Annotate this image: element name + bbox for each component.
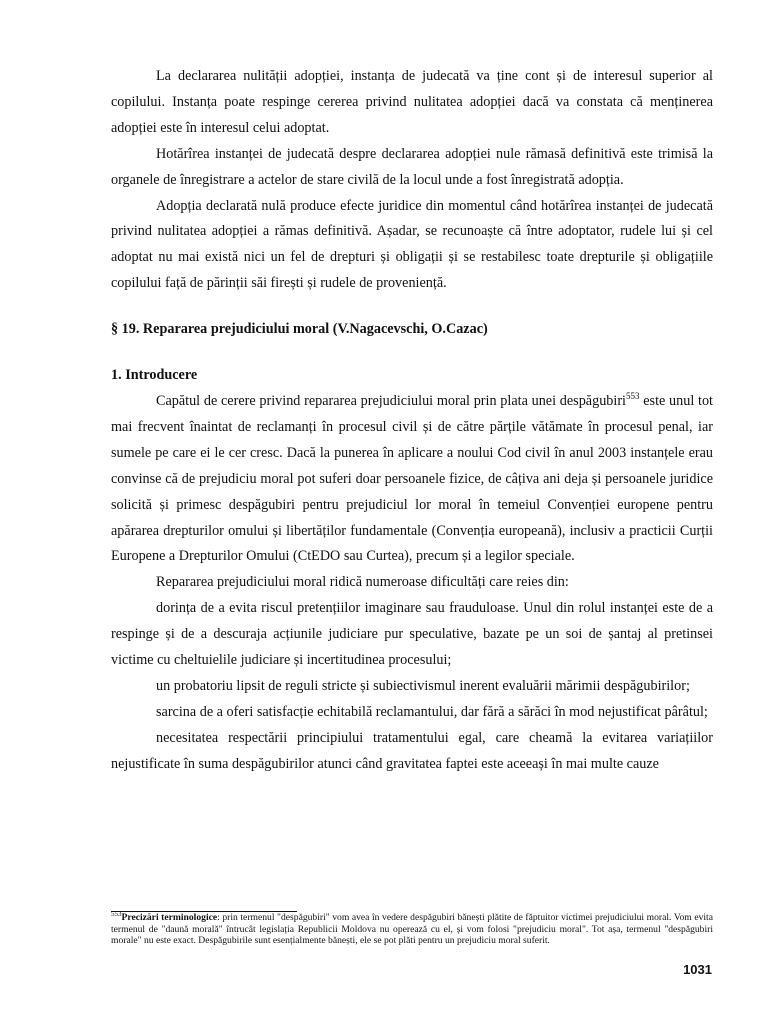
subsection-title: 1. Introducere — [111, 367, 198, 384]
footnote — [111, 912, 713, 947]
paragraph: Repararea prejudiciului moral ridică numeroase dificultăți care reies din: — [156, 574, 569, 591]
intro-text-start: Capătul de cerere privind repararea prejudiciului moral prin plata unei despăgubiri — [156, 392, 626, 409]
footnote-reference[interactable]: 553 — [626, 390, 640, 401]
footnote-text: : prin termenul "despăgubiri" vom avea în vedere despăgubiri bănești plătite de făptuitor victimei prejudiciului moral. Vom evita termenul de "daună morală" întrucât legislația Republicii Moldova nu operează cu el, și vom folosi "prejudiciu moral". Tot așa, termenul "despăgubiri morale" nu este exact. Despăgubirile sunt esențialmente bănești, ele se pot plăti pentru un prejudiciu moral suferit. — [111, 912, 713, 947]
list-item: dorința de a evita riscul pretențiilor imaginare sau frauduloase. Unul din rolul instanței este de a respinge și de a descuraja acțiunile judiciare pur speculative, bazate pe un soi de șantaj al pretinsei victime cu cheltuielile judiciare și incertitudinea procesului; — [111, 600, 713, 669]
paragraph: Hotărîrea instanței de judecată despre declararea adopției nule rămasă definitivă este trimisă la organele de înregistrare a actelor de stare civilă de la locul unde a fost înregistrată adopția. — [111, 145, 713, 188]
intro-paragraph — [111, 389, 713, 570]
page-number: 1031 — [683, 962, 712, 977]
section-title: § 19. Repararea prejudiciului moral (V.Nagacevschi, O.Cazac) — [111, 321, 488, 338]
list-item: necesitatea respectării principiului tratamentului egal, care cheamă la evitarea variațiilor nejustificate în suma despăgubirilor atunci când gravitatea faptei este aceeași în mai multe cauze — [111, 729, 713, 772]
footnote-term: Precizări terminologice — [121, 912, 218, 923]
list-item: un probatoriu lipsit de reguli stricte și subiectivismul inerent evaluării mărimii despăgubirilor; — [156, 677, 690, 694]
paragraph: La declararea nulității adopției, instanța de judecată va ține cont și de interesul superior al copilului. Instanța poate respinge cererea privind nulitatea adopției dacă va constata că menținerea adopției este în interesul celui adoptat. — [111, 68, 713, 136]
list-item: sarcina de a oferi satisfacție echitabilă reclamantului, dar fără a sărăci în mod nejustificat pârâtul; — [156, 703, 708, 720]
intro-text-end: este unul tot mai frecvent înaintat de reclamanți în procesul civil și de către părțile vătămate în procesul penal, iar sumele pe care ei le cer cresc. Dacă la punerea în aplicare a noului Cod civil în anul 2003 instanțele erau convinse că de prejudiciu moral pot suferi doar persoanele fizice, de câțiva ani deja și persoanele juridice solicită și primesc despăgubiri pentru prejudiciul lor moral în temeiul Convenției europene pentru apărarea drepturilor omului și libertăților fundamentale (Convenția europeană), inclusiv a practicii Curții Europene a Drepturilor Omului (CtEDO sau Curtea), precum și a legilor speciale. — [111, 392, 713, 565]
paragraph: Adopția declarată nulă produce efecte juridice din momentul când hotărîrea instanței de judecată privind nulitatea adopției a rămas definitivă. Așadar, se recunoaște că între adoptator, rudele lui și cel adoptat nu mai există nici un fel de drepturi și obligații și se restabilesc toate drepturile și obligațiile copilului față de părinții săi firești și rudele de proveniență. — [111, 197, 713, 292]
footnote-number: 553 — [111, 910, 122, 918]
body-text — [111, 64, 713, 778]
